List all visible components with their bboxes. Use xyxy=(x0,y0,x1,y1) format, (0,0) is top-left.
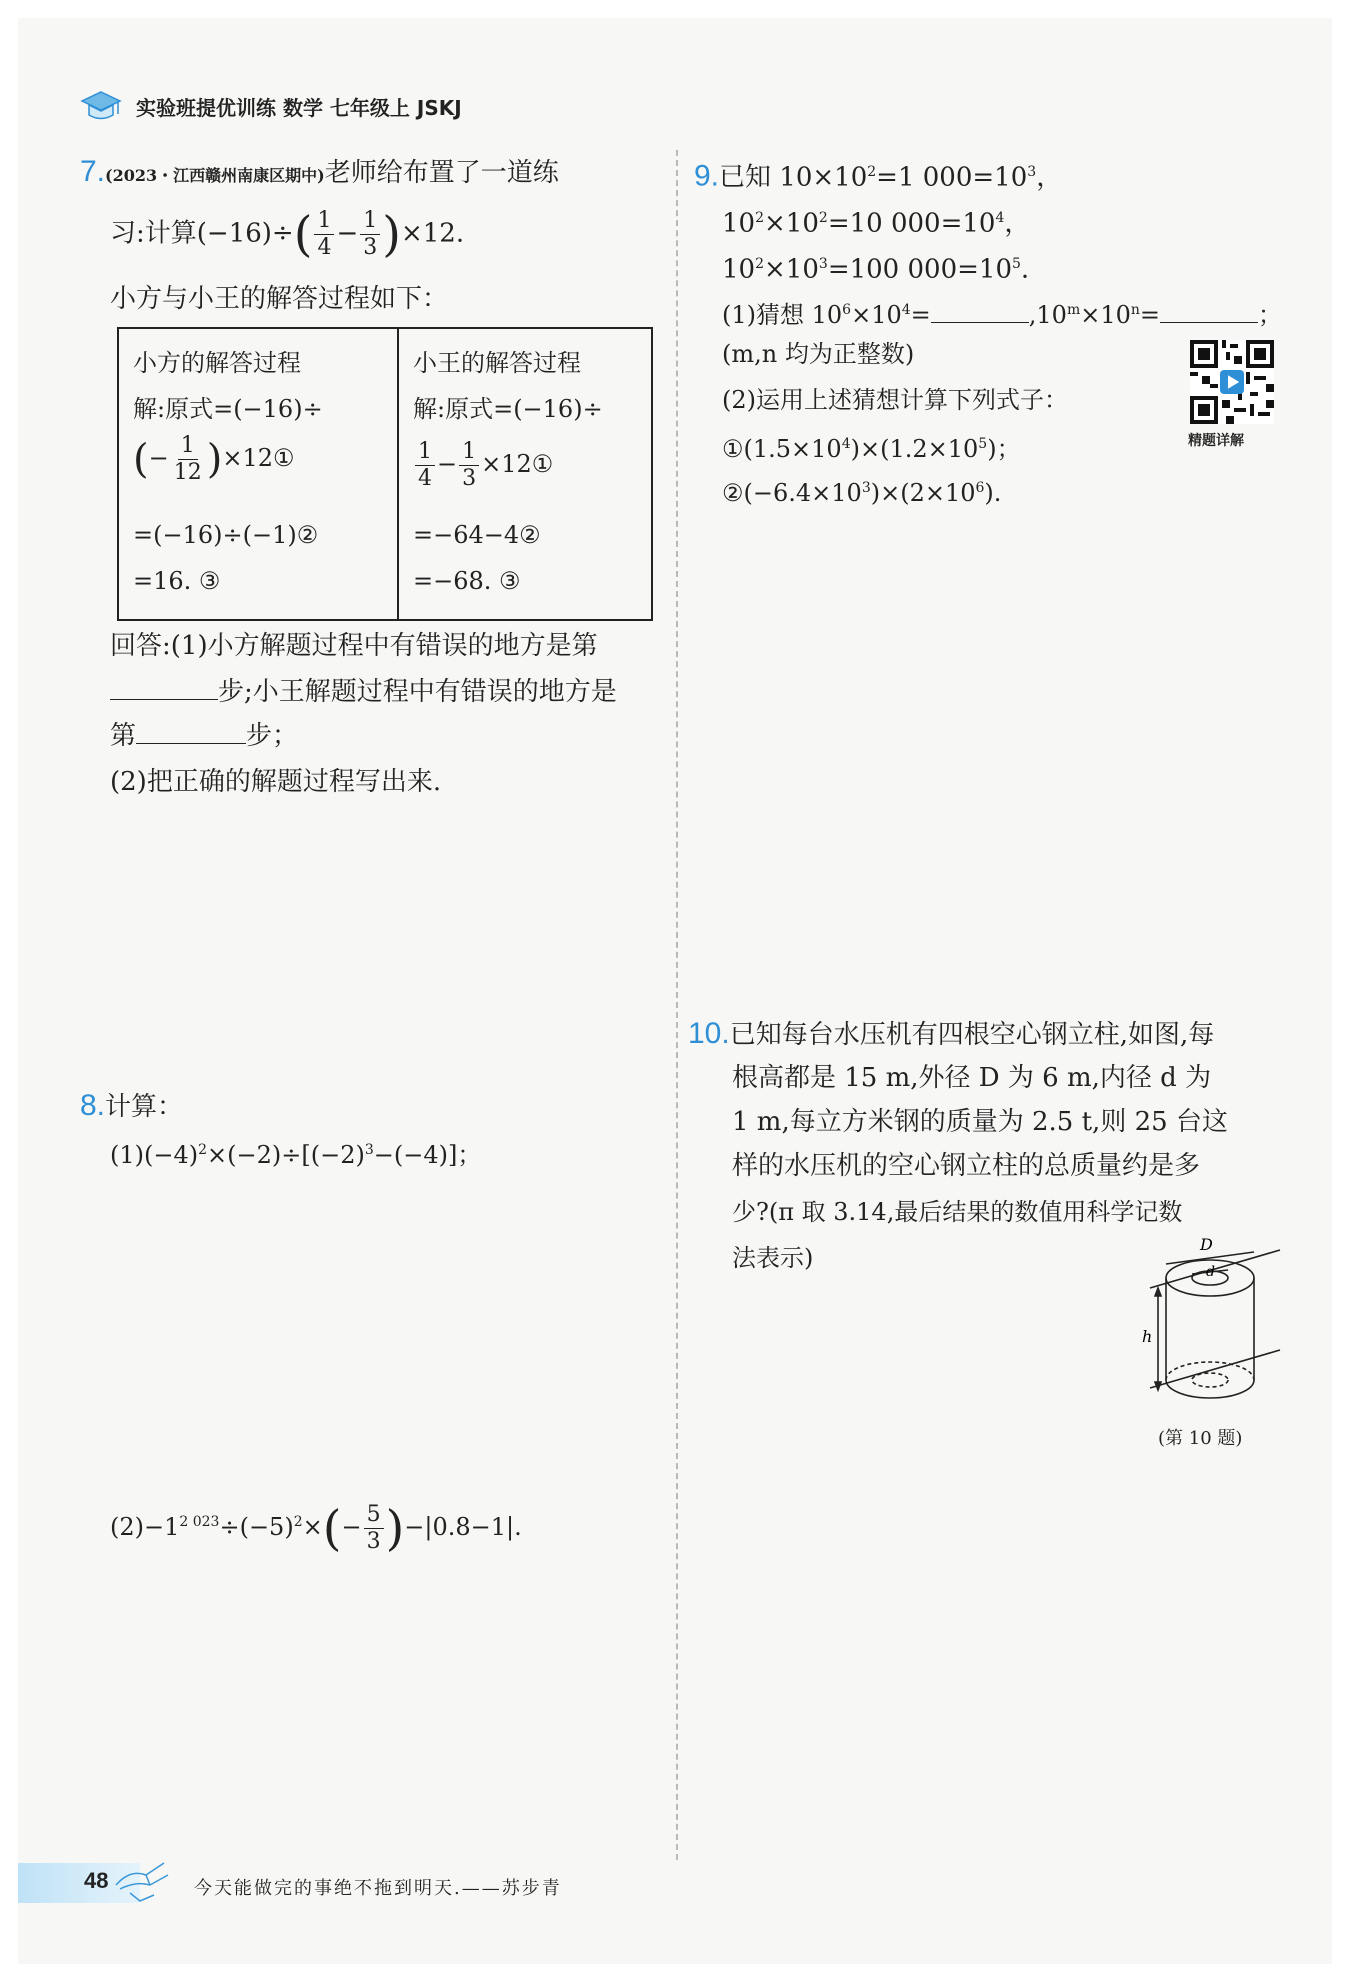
q8-part1: $(1)(-4)^2\times(-2)\div[(-2)^3-(-4)]$； xyxy=(110,1141,482,1169)
footer-quote: 今天能做完的事绝不拖到明天.——苏步青 xyxy=(194,1878,562,1899)
q7-source: (2023・江西赣州南康区期中) xyxy=(105,166,325,185)
q10-line3: 1 m,每立方米钢的质量为 2.5 t,则 25 台这 xyxy=(732,1107,1228,1137)
fraction: $\frac{1}{12}$ xyxy=(173,433,202,485)
q10-line4: 样的水压机的空心钢立柱的总质量约是多 xyxy=(732,1151,1201,1181)
q10-line1: 10.已知每台水压机有四根空心钢立柱,如图,每 xyxy=(688,1017,1215,1050)
q8-part2: $(2)-1^{2 023}\div(-5)^2\times(-$ $\frac{5}{3}$ )−|0.8−1|. xyxy=(110,1500,522,1557)
table-right-l4: =−68. ③ xyxy=(413,567,521,595)
q7-answer-l4: (2)把正确的解题过程写出来. xyxy=(110,767,442,797)
q9-part1: (1)猜想 $10^6\times 10^4= ,10^m\times 10^n=$ ； xyxy=(722,288,1282,337)
header-title: 实验班提优训练 数学 七年级上 JSKJ xyxy=(136,95,462,120)
table-right-l3: =−64−4② xyxy=(413,521,541,549)
q7-line1 xyxy=(80,150,559,198)
table-col-xiaofang xyxy=(119,329,399,619)
q10-number: 10. xyxy=(688,1017,730,1050)
table-right-l1: 解:原式=(−16)÷ xyxy=(413,395,603,423)
q8-number: 8. xyxy=(80,1089,106,1122)
answer-blank[interactable] xyxy=(931,296,1029,323)
q9-line2: $10^2\times 10^2=10$ $000=10^4$， xyxy=(722,208,1031,239)
fraction: $\frac{1}{4}$ xyxy=(415,439,435,492)
q10-line2: 根高都是 15 m,外径 D 为 6 m,内径 d 为 xyxy=(732,1063,1212,1093)
q7-line2: 习:计算(−16)÷( $\frac{1}{4}$ − $\frac{1}{3}$ )×12. xyxy=(110,206,465,263)
q8-title: 计算： xyxy=(105,1092,184,1122)
fraction: $\frac{5}{3}$ xyxy=(364,1502,384,1555)
solution-table xyxy=(117,327,653,621)
fig-label-d: d xyxy=(1206,1264,1215,1280)
answer-blank[interactable] xyxy=(110,673,218,700)
hand-sketch-icon xyxy=(110,1855,174,1905)
fig-label-D: D xyxy=(1200,1238,1213,1254)
q10-line6: 法表示) xyxy=(732,1244,814,1272)
answer-blank[interactable] xyxy=(1160,296,1258,323)
q9-part2-1: $①(1.5\times 10^4)\times(1.2\times 10^5)$； xyxy=(722,435,1021,463)
q9-note: (m,n 均为正整数) xyxy=(722,340,915,368)
qr-caption: 精题详解 xyxy=(1188,433,1244,449)
q7-line2-head: 习:计算(−16)÷ xyxy=(110,218,294,249)
q7-line3: 小方与小王的解答过程如下： xyxy=(110,284,449,314)
page-number: 48 xyxy=(84,1868,109,1893)
fig-label-h: h xyxy=(1142,1327,1153,1346)
table-left-l4: =16. ③ xyxy=(133,567,221,595)
table-right-l2: $\frac{1}{4}$ − $\frac{1}{3}$ ×12① xyxy=(413,439,553,492)
table-left-l1: 解:原式=(−16)÷ xyxy=(133,395,323,423)
q7-number: 7. xyxy=(80,155,106,188)
table-left-l2: (− $\frac{1}{12}$ )×12① xyxy=(133,433,295,485)
fraction: $\frac{1}{4}$ xyxy=(314,208,334,261)
q9-number: 9. xyxy=(694,159,720,193)
qr-code-icon[interactable] xyxy=(1190,340,1274,424)
q7-answer-l2: 步;小王解题过程中有错误的地方是 xyxy=(110,670,617,714)
q7-line2-tail: ×12. xyxy=(400,218,465,249)
q9-line1: 9.已知 $10\times 10^2=1$ $000=10^3$， xyxy=(694,159,1063,193)
table-left-l3: =(−16)÷(−1)② xyxy=(133,521,319,549)
table-right-title: 小王的解答过程 xyxy=(413,349,581,377)
hollow-cylinder-figure xyxy=(1140,1238,1290,1418)
header xyxy=(80,88,462,124)
graduation-cap-icon xyxy=(80,88,122,124)
table-col-xiaowang xyxy=(399,329,651,619)
table-left-title: 小方的解答过程 xyxy=(133,349,301,377)
q7-answer-l3: 第 步； xyxy=(110,714,298,758)
q9-part2: (2)运用上述猜想计算下列式子： xyxy=(722,386,1068,414)
fraction: $\frac{1}{3}$ xyxy=(360,208,380,261)
q7-answer-l1: 回答:(1)小方解题过程中有错误的地方是第 xyxy=(110,631,598,661)
fraction: $\frac{1}{3}$ xyxy=(459,439,479,492)
q10-line5: 少?(π 取 3.14,最后结果的数值用科学记数 xyxy=(732,1198,1183,1226)
answer-blank[interactable] xyxy=(136,717,246,744)
figure-caption: (第 10 题) xyxy=(1158,1428,1243,1449)
q9-part2-2: $②(-6.4\times 10^3)\times(2\times 10^6)$. xyxy=(722,479,1002,507)
q9-line3: $10^2\times 10^3=100$ $000=10^5$. xyxy=(722,254,1030,285)
q8-title-line xyxy=(80,1084,183,1129)
q7-line1-text: 老师给布置了一道练 xyxy=(324,158,559,188)
column-divider xyxy=(676,150,678,1860)
